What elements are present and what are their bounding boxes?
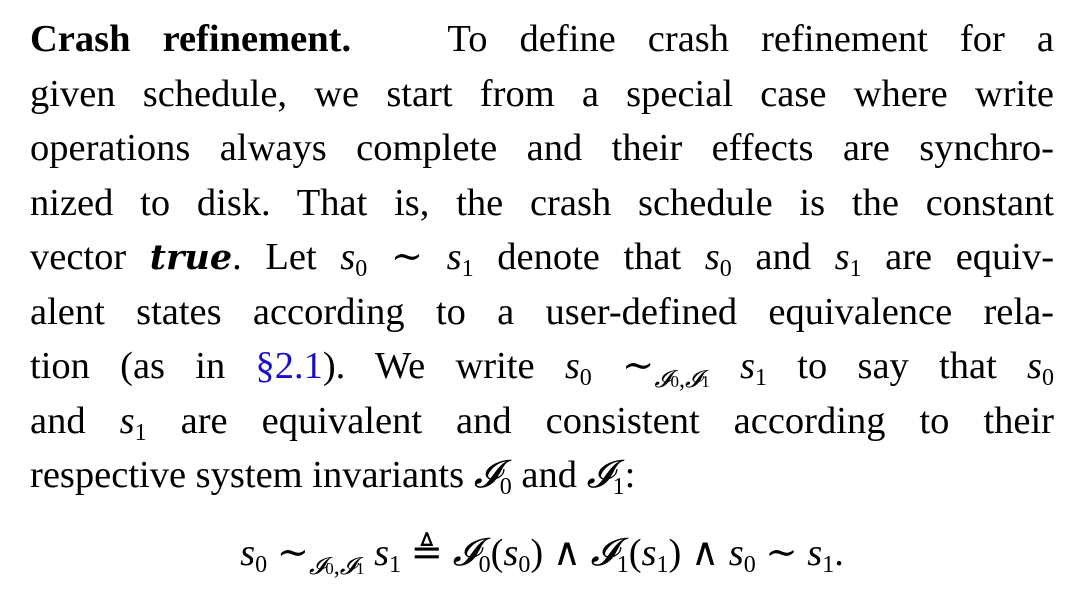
math-triangleq: ≜: [410, 532, 443, 574]
math-s0: $s_0$: [728, 532, 756, 578]
text-span: are equivalent and consistent according to their: [180, 399, 1055, 442]
text-span: ). We write: [322, 345, 535, 387]
math-s0: $s_0$: [340, 236, 368, 282]
keyword-true: true: [149, 237, 233, 278]
paragraph-crash-refinement: [30, 12, 1054, 503]
text-line-9: [30, 448, 1054, 503]
math-sim: ∼: [390, 236, 424, 278]
math-s1: $s_1$: [740, 345, 768, 391]
math-s0: $s_0$: [564, 345, 592, 391]
math-s1: $s_1$: [119, 399, 147, 446]
text-line-1: [30, 12, 1054, 67]
text-span: vector: [30, 236, 127, 278]
math-sim: ∼: [765, 532, 798, 574]
text-span: :: [624, 454, 636, 496]
text-line-5: [30, 230, 1054, 285]
text-span: are equiv-: [885, 236, 1055, 278]
math-s1: $s_1$: [446, 236, 474, 282]
math-s0: $s_0$: [1027, 345, 1054, 391]
text-span: to say that: [797, 345, 997, 387]
text-line-2: given schedule, we start from a special case where write: [30, 72, 1054, 115]
math-I1: 𝓘$_1$: [586, 452, 625, 500]
text-line-7: [30, 339, 1054, 394]
display-equation: [0, 526, 1084, 596]
math-s1: $s_1$: [834, 236, 862, 282]
math-sim-invariants: $\sim_{𝓘0,𝓘1}$: [276, 532, 365, 580]
text-span: respective system invariants: [30, 454, 465, 496]
math-I0: 𝓘$_0$: [473, 452, 512, 500]
math-I0-applied: $𝓘_0(s_0)$: [452, 530, 544, 578]
text-span: denote that: [497, 236, 682, 278]
section-heading: Crash refinement.: [30, 18, 352, 60]
math-and: ∧: [552, 532, 582, 574]
math-s1: $s_1$: [807, 532, 835, 578]
text-span: To define crash refinement for a: [447, 18, 1054, 60]
math-period: .: [834, 532, 844, 574]
text-span: . Let: [232, 236, 317, 278]
math-I1-applied: $𝓘_1(s_1)$: [590, 530, 682, 578]
math-and: ∧: [690, 532, 720, 574]
math-s0: $s_0$: [704, 236, 732, 282]
math-s1: $s_1$: [374, 532, 402, 578]
text-span: and: [755, 236, 811, 278]
text-line-3: operations always complete and their effects are synchro-: [30, 127, 1054, 169]
text-span: tion (as in: [30, 345, 226, 387]
text-line-8: [30, 394, 1054, 449]
math-sim-invariants: $\sim_{𝓘0,𝓘1}$: [622, 345, 710, 393]
text-line-6: alent states according to a user-defined equivalence rela-: [30, 290, 1054, 333]
text-span: and: [521, 454, 577, 496]
text-line-4: nized to disk. That is, the crash schedule is the constant: [30, 181, 1054, 224]
math-s0: $s_0$: [240, 532, 268, 578]
text-span: and: [30, 399, 86, 442]
section-link[interactable]: §2.1: [255, 345, 323, 387]
